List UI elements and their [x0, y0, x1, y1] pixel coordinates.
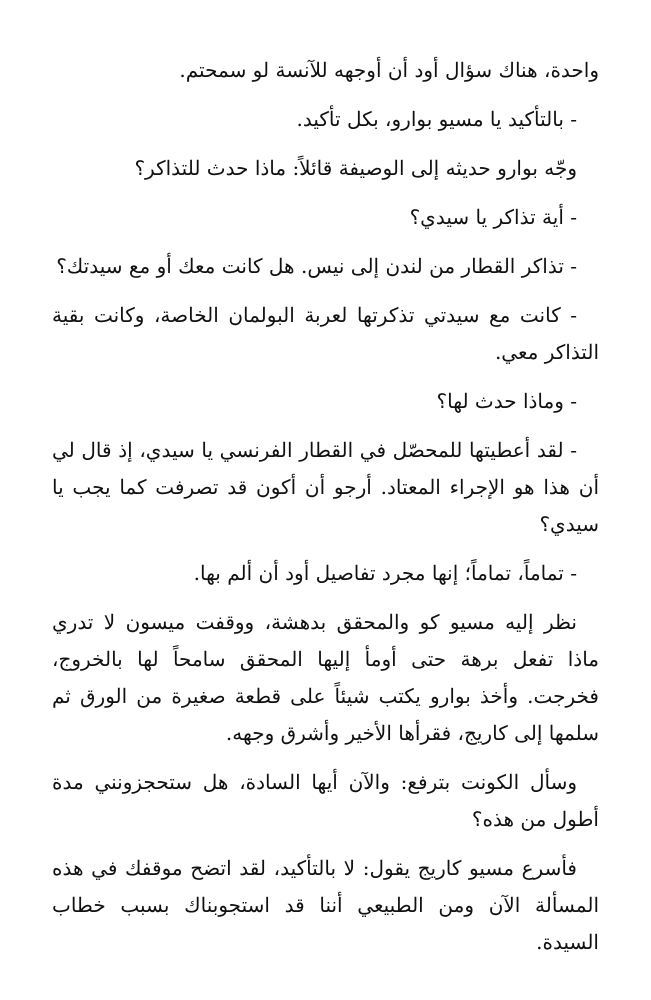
paragraph-11: وسأل الكونت بترفع: والآن أيها السادة، هل ستحجزونني مدة أطول من هذه؟ [52, 770, 599, 831]
paragraph-1: واحدة، هناك سؤال أود أن أوجهه للآنسة لو سمحتم. [179, 58, 599, 82]
paragraph-8: - لقد أعطيتها للمحصّل في القطار الفرنسي يا سيدي، إذ قال لي أن هذا هو الإجراء المعتاد. أرجو أن أكون قد تصرفت كما يجب يا سيدي؟ [52, 438, 599, 536]
paragraph-3: وجّه بوارو حديثه إلى الوصيفة قائلاً: ماذا حدث للتذاكر؟ [134, 156, 577, 180]
paragraph-9: - تماماً، تماماً؛ إنها مجرد تفاصيل أود أن ألم بها. [193, 561, 577, 585]
paragraph-4: - أية تذاكر يا سيدي؟ [409, 205, 577, 229]
paragraph-6: - كانت مع سيدتي تذكرتها لعربة البولمان الخاصة، وكانت بقية التذاكر معي. [52, 303, 599, 364]
paragraph-2: - بالتأكيد يا مسيو بوارو، بكل تأكيد. [296, 107, 577, 131]
paragraph-12: فأسرع مسيو كاريج يقول: لا بالتأكيد، لقد اتضح موقفك في هذه المسألة الآن ومن الطبيعي أننا قد استجوبناك بسبب خطاب السيدة. [52, 856, 599, 954]
paragraph-7: - وماذا حدث لها؟ [436, 389, 577, 413]
paragraph-10: نظر إليه مسيو كو والمحقق بدهشة، ووقفت ميسون لا تدري ماذا تفعل برهة حتى أومأ إليها المحقق سامحاً لها بالخروج، فخرجت. وأخذ بوارو يكتب شيئاً على قطعة صغيرة من الورق ثم سلمها إلى كاريج، فقرأها الأخير وأشرق وجهه. [52, 610, 599, 745]
paragraph-5: - تذاكر القطار من لندن إلى نيس. هل كانت معك أو مع سيدتك؟ [56, 254, 577, 278]
